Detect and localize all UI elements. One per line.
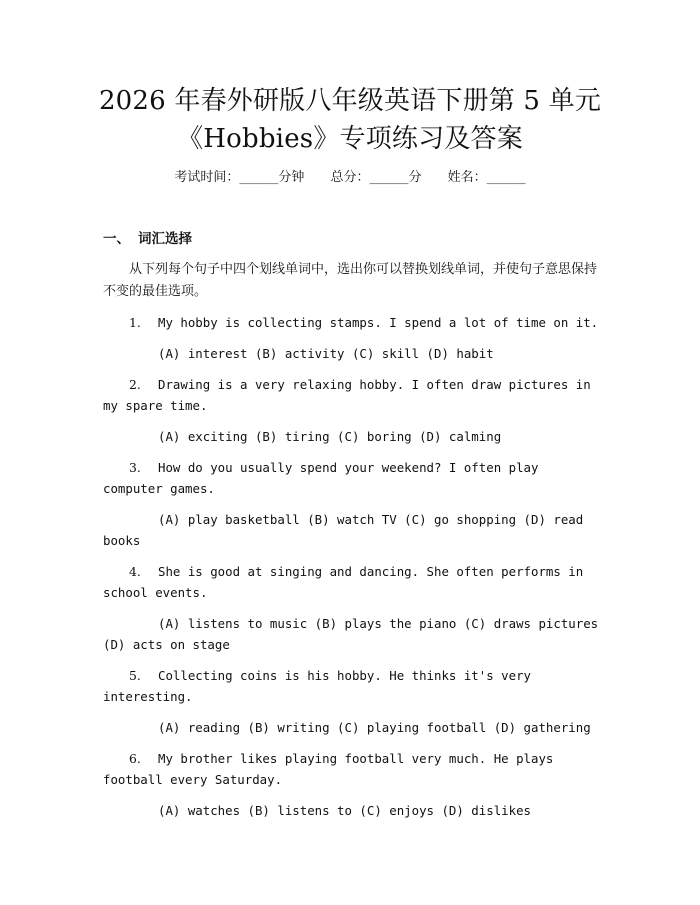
title-line-2: 《Hobbies》专项练习及答案 [177,124,523,154]
page-title [90,82,610,158]
question-text: My brother likes playing football very much. He plays football every Saturday. [103,751,554,787]
question-text: How do you usually spend your weekend? I often play computer games. [103,460,539,496]
section-number: 一、 [103,231,130,247]
question-item [103,665,603,748]
question-number: 3. [129,460,141,475]
question-item [103,748,603,831]
question-text: Drawing is a very relaxing hobby. I often draw pictures in my spare time. [103,377,591,413]
question-text: Collecting coins is his hobby. He thinks it's very interesting. [103,668,531,704]
question-number: 2. [129,377,141,392]
name-field: 姓名：______ [447,170,526,185]
question-number: 5. [129,668,141,683]
question-stem [103,374,603,416]
question-number: 1. [129,315,141,330]
section-heading [103,229,192,249]
question-options: (A) exciting (B) tiring (C) boring (D) calming [158,429,502,444]
total-score-field: 总分：______分 [330,170,422,185]
exam-meta [0,168,700,188]
question-number: 6. [129,751,141,766]
question-options: (A) listens to music (B) plays the piano (C) draws pictures (D) acts on stage [103,616,599,652]
question-options: (A) interest (B) activity (C) skill (D) habit [158,346,494,361]
question-stem [103,561,603,603]
question-stem [103,457,603,499]
question-item [103,457,603,561]
question-item [103,312,603,374]
title-line-1: 2026 年春外研版八年级英语下册第 5 单元 [98,86,602,116]
section-instructions: 从下列每个句子中四个划线单词中，选出你可以替换划线单词，并使句子意思保持不变的最佳选项。 [103,262,598,299]
question-options: (A) reading (B) writing (C) playing football (D) gathering [158,720,591,735]
question-text: My hobby is collecting stamps. I spend a lot of time on it. [158,315,599,330]
question-number: 4. [129,564,141,579]
question-stem [103,312,603,333]
question-stem [103,665,603,707]
question-item [103,374,603,457]
question-list [103,312,603,831]
question-item [103,561,603,665]
question-options: (A) play basketball (B) watch TV (C) go shopping (D) read books [103,512,584,548]
exam-time-field: 考试时间：______分钟 [174,170,305,185]
question-options: (A) watches (B) listens to (C) enjoys (D) dislikes [158,803,531,818]
section-title: 词汇选择 [138,231,192,247]
question-text: She is good at singing and dancing. She often performs in school events. [103,564,584,600]
question-stem [103,748,603,790]
